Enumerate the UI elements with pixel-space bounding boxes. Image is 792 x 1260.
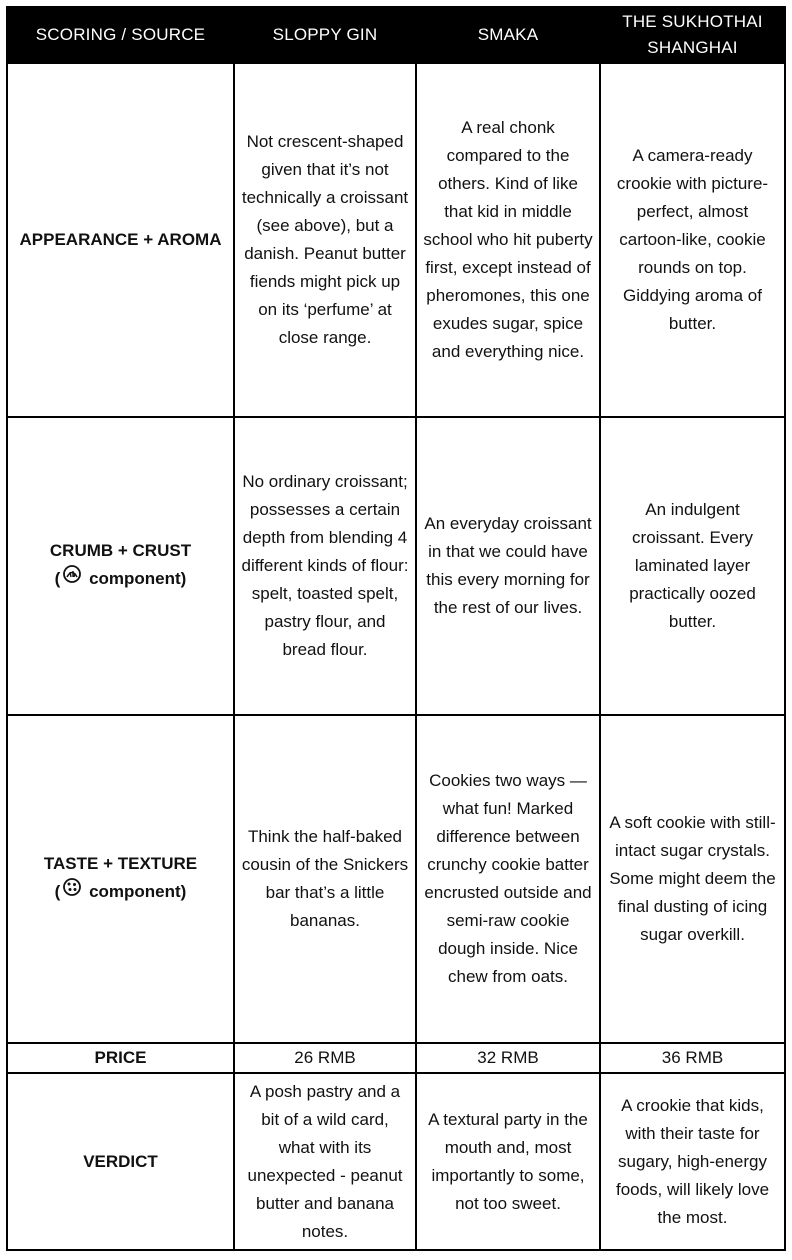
table-row bbox=[7, 417, 785, 715]
header-sloppy-gin: SLOPPY GIN bbox=[234, 7, 416, 63]
table-row bbox=[7, 63, 785, 417]
row-label-taste bbox=[7, 715, 234, 1043]
cell-sukhothai: An indulgent croissant. Every laminated layer practically oozed butter. bbox=[600, 417, 785, 715]
cell-sukhothai: 36 RMB bbox=[600, 1043, 785, 1073]
row-label-verdict: VERDICT bbox=[7, 1073, 234, 1250]
cell-sukhothai: A crookie that kids, with their taste for sugary, high-energy foods, will likely love the most. bbox=[600, 1073, 785, 1250]
cell-sloppy-gin: No ordinary croissant; possesses a certain depth from blending 4 different kinds of flour: spelt, toasted spelt, pastry flour, and bread flour. bbox=[234, 417, 416, 715]
row-label-taste-suffix: component bbox=[89, 882, 181, 902]
row-label-crumb-suffix: component bbox=[89, 569, 181, 589]
header-smaka: SMAKA bbox=[416, 7, 600, 63]
cell-smaka: An everyday croissant in that we could have this every morning for the rest of our lives. bbox=[416, 417, 600, 715]
cell-smaka: A textural party in the mouth and, most importantly to some, not too sweet. bbox=[416, 1073, 600, 1250]
cell-sloppy-gin: A posh pastry and a bit of a wild card, what with its unexpected - peanut butter and banana notes. bbox=[234, 1073, 416, 1250]
cell-sloppy-gin: Think the half-baked cousin of the Snickers bar that’s a little bananas. bbox=[234, 715, 416, 1043]
table-row bbox=[7, 1043, 785, 1073]
row-label-crumb-sub: ( component) bbox=[14, 565, 227, 594]
cell-sukhothai: A soft cookie with still-intact sugar crystals. Some might deem the final dusting of icing sugar overkill. bbox=[600, 715, 785, 1043]
row-label-taste-sub: ( component) bbox=[14, 878, 227, 907]
row-label-appearance: APPEARANCE + AROMA bbox=[7, 63, 234, 417]
row-label-crumb bbox=[7, 417, 234, 715]
cell-sloppy-gin: 26 RMB bbox=[234, 1043, 416, 1073]
header-scoring-source: SCORING / SOURCE bbox=[7, 7, 234, 63]
cookie-icon bbox=[62, 877, 82, 906]
row-label-taste-title: TASTE + TEXTURE bbox=[43, 854, 198, 874]
header-row bbox=[7, 7, 785, 63]
table-row bbox=[7, 715, 785, 1043]
croissant-icon bbox=[62, 564, 82, 593]
cell-smaka: A real chonk compared to the others. Kind of like that kid in middle school who hit puberty first, except instead of pheromones, this one exudes sugar, spice and everything nice. bbox=[416, 63, 600, 417]
cell-sukhothai: A camera-ready crookie with picture-perfect, almost cartoon-like, cookie rounds on top. Giddying aroma of butter. bbox=[600, 63, 785, 417]
cell-smaka: 32 RMB bbox=[416, 1043, 600, 1073]
comparison-table bbox=[6, 6, 786, 1251]
row-label-crumb-title: CRUMB + CRUST bbox=[49, 541, 192, 561]
cell-sloppy-gin: Not crescent-shaped given that it’s not technically a croissant (see above), but a danish. Peanut butter fiends might pick up on its ‘perfume’ at close range. bbox=[234, 63, 416, 417]
row-label-price: PRICE bbox=[7, 1043, 234, 1073]
cell-smaka: Cookies two ways — what fun! Marked difference between crunchy cookie batter encrusted outside and semi-raw cookie dough inside. Nice chew from oats. bbox=[416, 715, 600, 1043]
header-sukhothai: THE SUKHOTHAI SHANGHAI bbox=[600, 7, 785, 63]
table-row bbox=[7, 1073, 785, 1250]
